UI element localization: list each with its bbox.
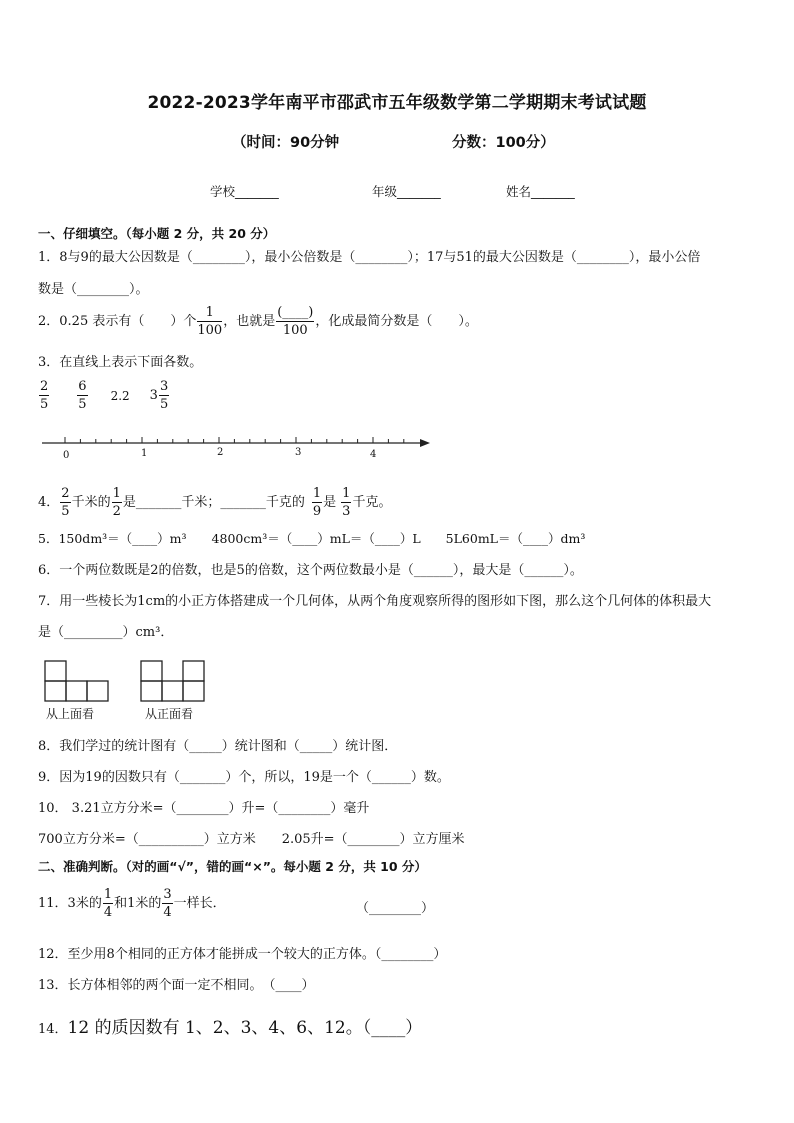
school-field[interactable]: 学校_______	[210, 184, 279, 199]
question-1-line2: 数是（________）。	[38, 282, 149, 297]
tick-label-2: 2	[217, 447, 224, 458]
question-11-text-b: 和1米的	[114, 895, 162, 911]
question-4-text-a: 4．	[38, 494, 60, 510]
question-10-line1: 10． 3.21立方分米=（________）升=（________）毫升	[38, 801, 370, 816]
fraction-denominator: 100	[197, 323, 223, 338]
fraction-numerator: 3	[159, 379, 169, 394]
question-3: 3．在直线上表示下面各数。	[38, 355, 203, 370]
fraction-denominator: 9	[312, 504, 322, 519]
front-view-caption: 从正面看	[145, 707, 194, 721]
fraction-denominator: 3	[342, 504, 351, 519]
fraction	[341, 487, 351, 518]
question-1-line1: 1．8与9的最大公因数是（________），最小公倍数是（________）；17与51的最大公因数是（________），最小公倍	[38, 250, 701, 265]
exam-time: （时间：90分钟	[232, 135, 340, 151]
fraction	[77, 380, 87, 411]
fraction-denominator: 5	[159, 397, 169, 412]
question-10-line2: 700立方分米=（__________）立方米 2.05升=（________）立方厘米	[38, 832, 465, 847]
fraction-numerator: 2	[40, 379, 49, 394]
fraction-denominator: 5	[61, 504, 70, 519]
fraction-denominator: 4	[103, 905, 113, 920]
question-12: 12．至少用8个相同的正方体才能拼成一个较大的正方体。（________）	[38, 947, 447, 962]
question-4	[38, 487, 391, 518]
top-view-figure	[44, 660, 110, 702]
tick-label-1: 1	[141, 448, 148, 459]
question-4-text-d: 是	[323, 494, 337, 510]
fraction	[60, 487, 70, 518]
question-7-line1: 7．用一些棱长为1cm的小正方体搭建成一个几何体，从两个角度观察所得的图形如下图，那么这个几何体的体积最大	[38, 594, 712, 609]
question-14-number: 14．	[38, 1022, 68, 1037]
fraction	[312, 487, 322, 518]
decimal-value: 2.2	[110, 388, 130, 403]
question-7-line2: 是（_________）cm³．	[38, 625, 174, 640]
fraction-numerator: (____)	[277, 305, 314, 320]
question-4-text-e: 千克。	[352, 494, 392, 510]
fraction-denominator: 2	[112, 504, 121, 519]
question-2	[38, 306, 478, 337]
fraction-numerator: 1	[103, 887, 113, 902]
fraction-numerator: 1	[342, 486, 351, 501]
number-line-arrow	[420, 439, 430, 447]
question-13: 13．长方体相邻的两个面一定不相同。 （____）	[38, 978, 315, 993]
exam-score: 分数：100分）	[452, 135, 555, 151]
tick-label-4: 4	[370, 449, 377, 460]
question-5: 5．150dm³＝（____）m³ 4800cm³＝（____）mL＝（____）L 5L60mL＝（____）dm³	[38, 531, 586, 546]
question-11-text-c: 一样长．	[173, 895, 226, 911]
question-2-text-a: 2．0.25 表示有（ ）个	[38, 313, 197, 329]
fraction-numerator: 3	[163, 887, 172, 902]
question-14	[38, 1013, 422, 1038]
front-view-figure	[140, 660, 206, 702]
page-title: 2022-2023学年南平市邵武市五年级数学第二学期期末考试试题	[147, 93, 647, 113]
question-11-answer[interactable]: （________）	[356, 901, 435, 916]
question-11-text-a: 11．3米的	[38, 895, 102, 911]
fraction	[112, 487, 122, 518]
tick-label-3: 3	[295, 447, 302, 458]
number-line	[30, 430, 440, 462]
fraction	[159, 380, 169, 411]
fraction	[197, 306, 222, 337]
fraction-numerator: 1	[312, 486, 322, 501]
question-2-text-b: ，也就是	[223, 313, 276, 329]
fraction-numerator: 1	[197, 306, 222, 322]
mixed-number-whole: 3	[149, 387, 158, 403]
fraction	[103, 888, 113, 919]
section-heading-2: 二、准确判断。（对的画“√”，错的画“×”。每小题 2 分，共 10 分）	[38, 859, 427, 874]
fraction-denominator: 100	[282, 323, 308, 338]
question-4-text-c: 是_______千米；_______千克的	[122, 494, 305, 510]
top-view-caption: 从上面看	[46, 707, 95, 721]
question-11	[38, 888, 226, 919]
fraction	[39, 380, 49, 411]
question-4-text-b: 千米的	[71, 494, 111, 510]
question-9: 9．因为19的因数只有（_______）个，所以，19是一个（______）数。	[38, 770, 450, 785]
name-field[interactable]: 姓名_______	[506, 184, 575, 199]
fraction-denominator: 5	[78, 397, 87, 412]
fraction-denominator: 5	[40, 397, 49, 412]
number-line-ticks	[65, 437, 404, 443]
fraction	[162, 888, 172, 919]
fraction-numerator: 2	[61, 486, 70, 501]
fraction	[276, 306, 314, 337]
question-14-text: 12 的质因数有 1、2、3、4、6、12。（____）	[67, 1018, 423, 1038]
question-6: 6．一个两位数既是2的倍数，也是5的倍数，这个两位数最小是（______），最大是（______）。	[38, 563, 583, 578]
question-8: 8．我们学过的统计图有（_____）统计图和（_____）统计图．	[38, 739, 398, 754]
section-heading-1: 一、仔细填空。（每小题 2 分，共 20 分）	[38, 226, 276, 241]
tick-label-0: 0	[63, 450, 70, 461]
grade-field[interactable]: 年级_______	[372, 184, 441, 199]
fraction-numerator: 6	[78, 379, 87, 394]
question-3-numbers	[38, 380, 170, 411]
fraction-denominator: 4	[163, 905, 172, 920]
question-2-text-c: ，化成最简分数是（ ）。	[315, 313, 478, 329]
fraction-numerator: 1	[112, 486, 121, 501]
